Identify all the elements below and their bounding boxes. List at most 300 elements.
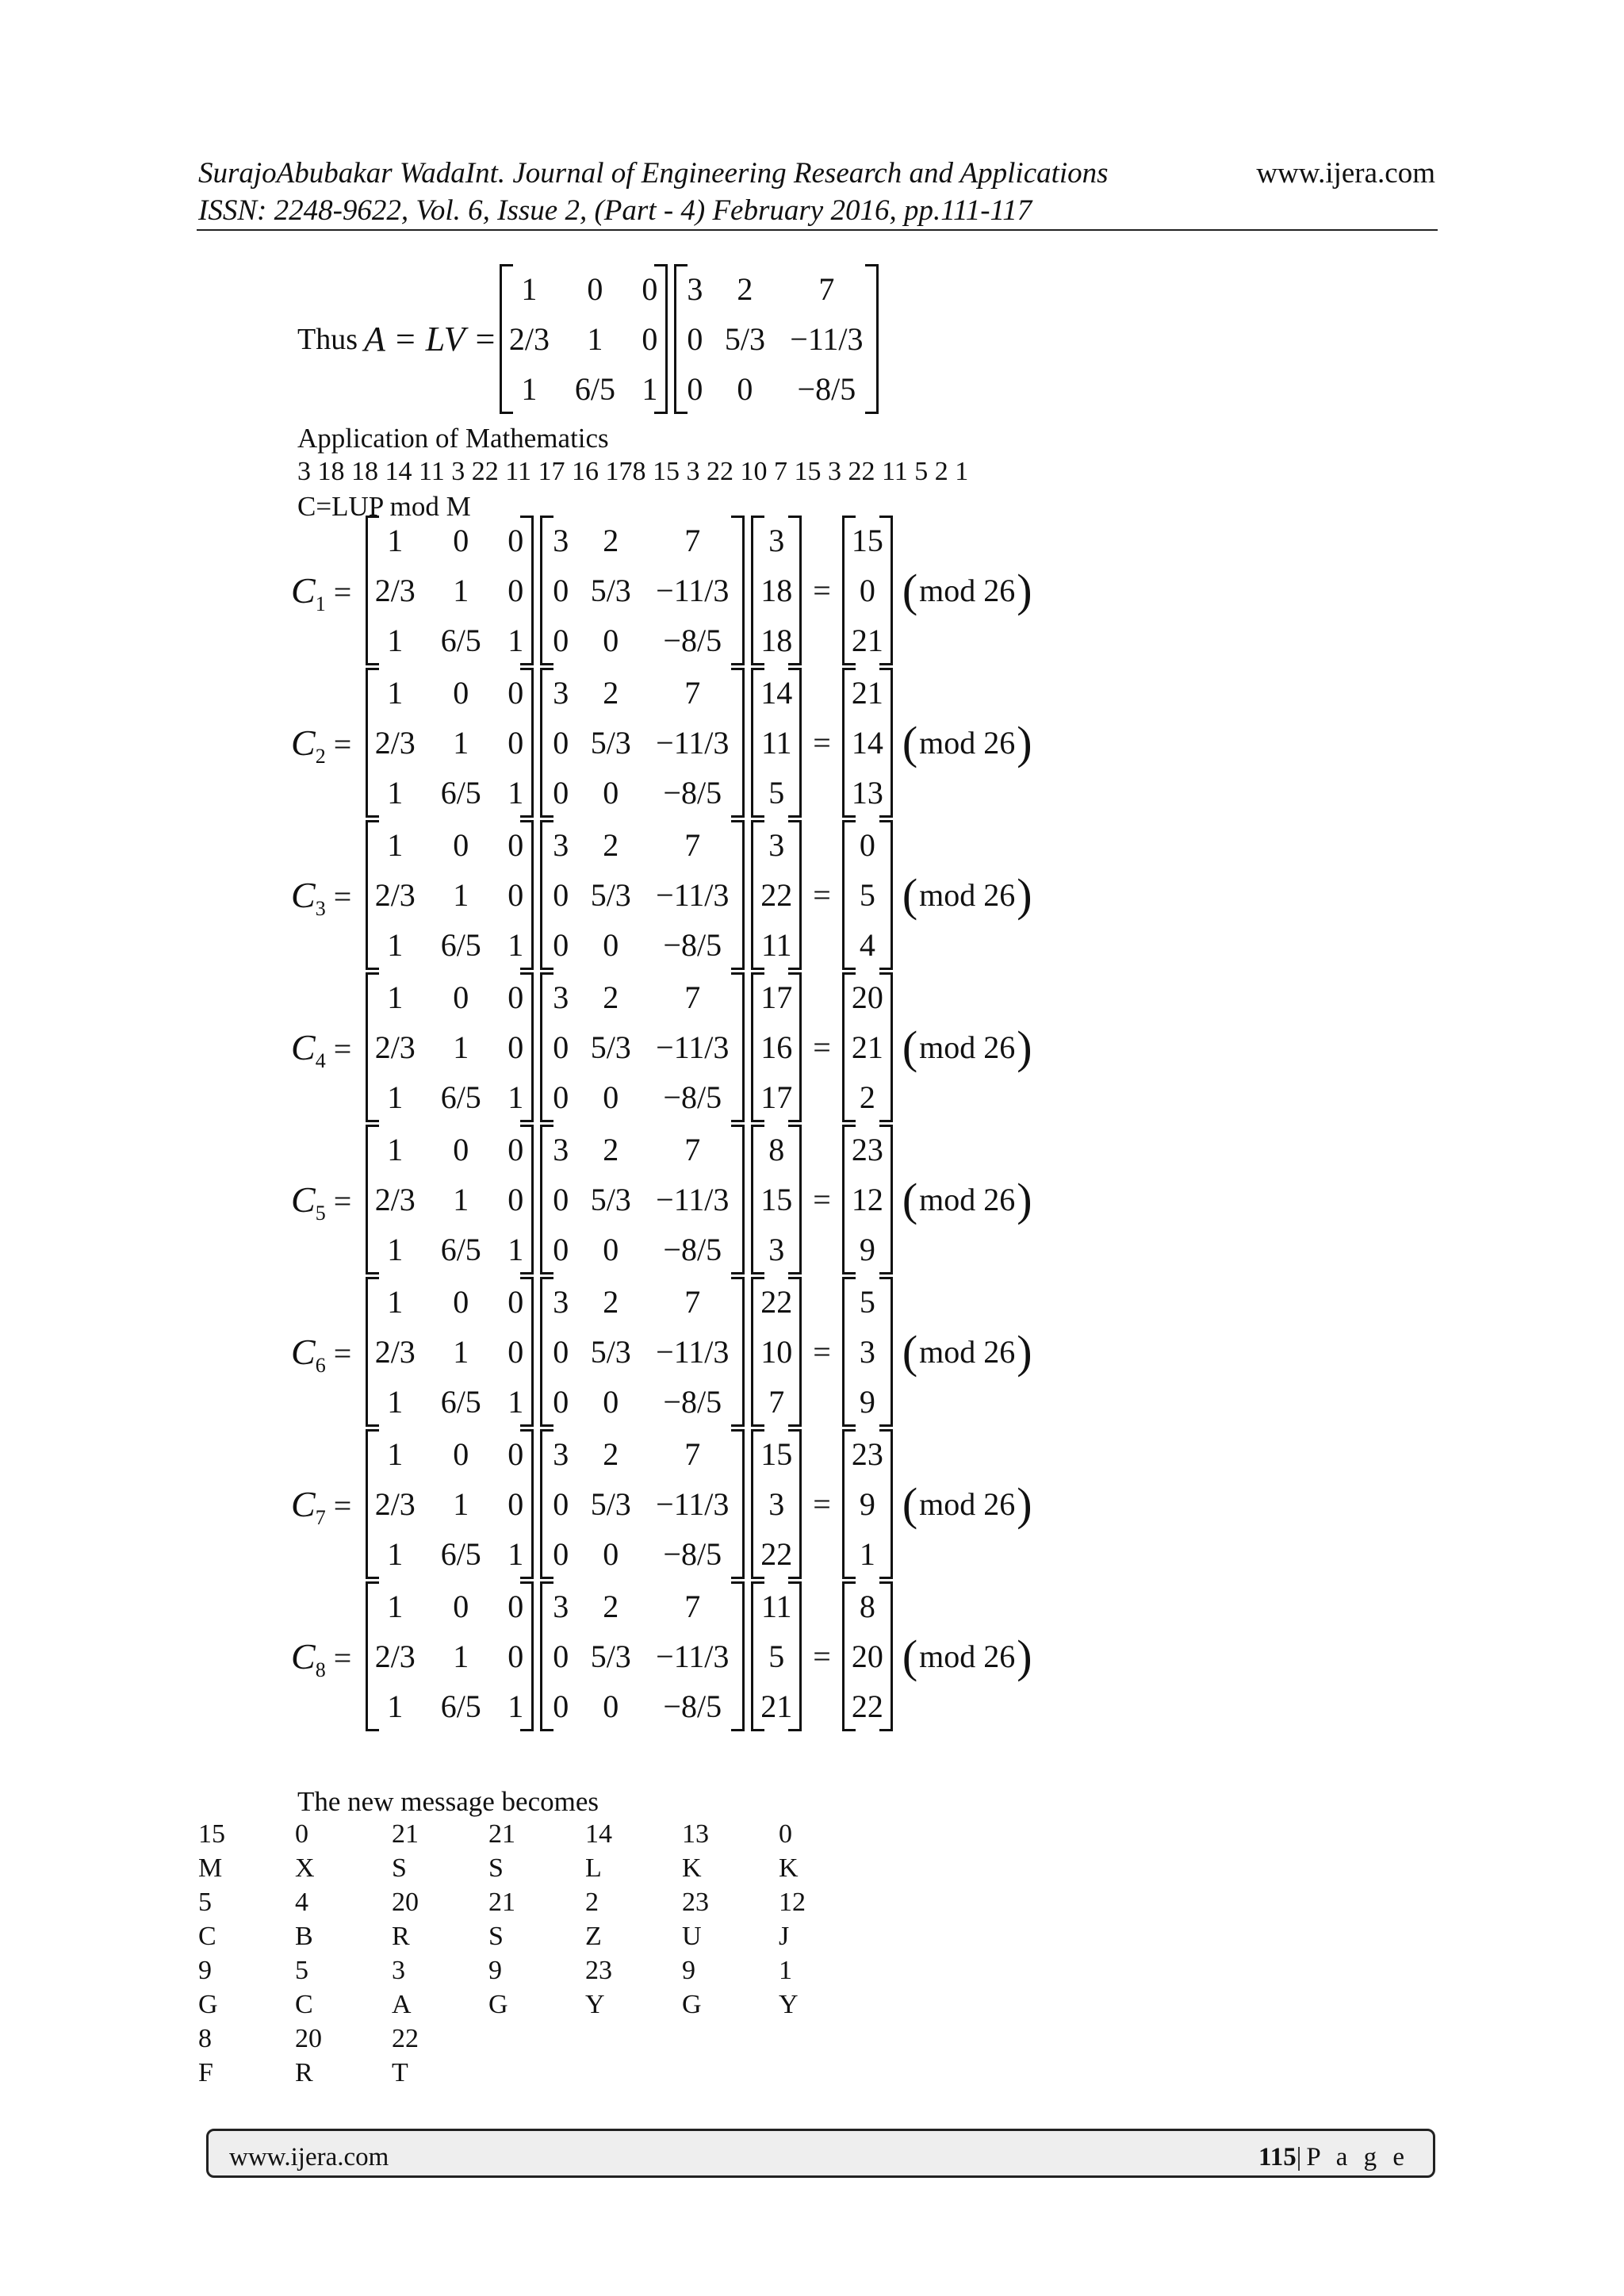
cipher-vector [842, 972, 893, 1122]
table-cell: 8 [198, 2024, 212, 2053]
cipher-symbol: C [291, 569, 316, 611]
matrix-cell: 0 [553, 1231, 569, 1267]
table-cell: Z [585, 1922, 602, 1951]
matrix-cell: 1 [521, 270, 538, 307]
matrix-cell: 0 [453, 1283, 469, 1320]
table-row [198, 1991, 875, 2026]
matrix-cell: 23 [851, 1131, 883, 1167]
right-paren: ) [1017, 868, 1032, 921]
matrix-cell: 8 [768, 1131, 785, 1167]
right-paren: ) [1017, 564, 1032, 616]
matrix-cell: 23 [851, 1435, 883, 1472]
mod-expression [902, 564, 1032, 616]
plaintext-vector [751, 1277, 802, 1427]
mod-expression [902, 1478, 1032, 1530]
matrix-l [366, 820, 534, 970]
table-cell: C [198, 1922, 216, 1951]
right-paren: ) [1017, 1478, 1032, 1530]
matrix-cell: 7 [684, 674, 701, 711]
table-cell: J [779, 1922, 790, 1951]
matrix-cell: 0 [553, 622, 569, 658]
equation-lhs [291, 1483, 352, 1529]
matrix-cell: 0 [553, 1383, 569, 1420]
cipher-vector [842, 1581, 893, 1731]
cipher-subscript: 3 [315, 896, 326, 920]
cipher-symbol: C [291, 1179, 316, 1220]
header-url: www.ijera.com [1256, 157, 1435, 190]
matrix-cell: 0 [553, 1535, 569, 1572]
matrix-l [366, 972, 534, 1122]
matrix-cell: 5/3 [590, 724, 631, 761]
matrix-v [540, 1125, 745, 1274]
equals-sign: = [813, 876, 831, 913]
table-cell: F [198, 2058, 213, 2087]
cipher-equation [291, 1581, 1032, 1731]
table-cell: C [295, 1990, 313, 2019]
table-cell: K [779, 1853, 799, 1883]
plaintext-vector [751, 972, 802, 1122]
thus-label: Thus [297, 322, 358, 356]
matrix-cell: 2 [603, 1435, 619, 1472]
matrix-cell: 2 [603, 522, 619, 558]
matrix-cell: 6/5 [440, 1231, 481, 1267]
cipher-symbol: C [291, 1331, 316, 1372]
matrix-cell: 5/3 [590, 1333, 631, 1370]
matrix-cell: 0 [453, 1435, 469, 1472]
equals-sign: = [813, 1638, 831, 1674]
matrix-cell: 0 [508, 572, 524, 608]
matrix-cell: 0 [553, 926, 569, 963]
mod-expression [902, 1325, 1032, 1378]
equals-sign: = [333, 1487, 352, 1524]
table-row [198, 2060, 875, 2094]
matrix-cell: 1 [453, 876, 469, 913]
matrix-cell: 0 [508, 1131, 524, 1167]
cipher-symbol: C [291, 1026, 316, 1068]
matrix-cell: 7 [684, 979, 701, 1015]
matrix-cell: 2/3 [374, 1181, 416, 1217]
matrix-cell: 3 [768, 522, 785, 558]
page-word: |P a g e [1296, 2143, 1409, 2171]
matrix-cell: 12 [851, 1181, 883, 1217]
equals-sign: = [813, 572, 831, 608]
matrix-cell: 0 [508, 724, 524, 761]
equals-sign: = [333, 1182, 352, 1219]
matrix-cell: 2/3 [374, 1333, 416, 1370]
table-cell: 0 [295, 1819, 308, 1849]
left-paren: ( [902, 564, 918, 616]
matrix-cell: 3 [859, 1333, 875, 1370]
matrix-cell: 0 [453, 522, 469, 558]
matrix-cell: 11 [760, 1588, 792, 1624]
matrix-cell: 6/5 [440, 1535, 481, 1572]
equals-sign: = [333, 1639, 352, 1676]
cipher-vector [842, 516, 893, 665]
matrix-cell: 11 [760, 724, 792, 761]
matrix-cell: 7 [684, 1131, 701, 1167]
matrix-cell: 2 [603, 674, 619, 711]
equals-sign: = [813, 1485, 831, 1522]
matrix-cell: 0 [508, 1029, 524, 1065]
formula-text: C=LUP mod M [297, 491, 471, 522]
matrix-cell: 1 [508, 1688, 524, 1724]
table-cell: R [392, 1922, 410, 1951]
matrix-cell: 5/3 [590, 876, 631, 913]
message-table [198, 1821, 875, 2094]
matrix-cell: 0 [603, 1383, 619, 1420]
mod-expression [902, 1021, 1032, 1073]
matrix-cell: 0 [508, 826, 524, 863]
matrix-cell: 3 [553, 979, 569, 1015]
matrix-cell: 6/5 [440, 926, 481, 963]
matrix-cell: 1 [508, 1383, 524, 1420]
table-cell: R [295, 2058, 313, 2087]
matrix-cell: 9 [859, 1383, 875, 1420]
matrix-cell: 15 [760, 1181, 793, 1217]
matrix-cell: 0 [603, 1079, 619, 1115]
matrix-cell: 0 [453, 1131, 469, 1167]
matrix-cell: 1 [387, 774, 404, 811]
cipher-subscript: 6 [315, 1353, 326, 1377]
matrix-cell: 8 [859, 1588, 875, 1624]
table-cell: 4 [295, 1888, 308, 1917]
matrix-cell: 0 [508, 979, 524, 1015]
mod-text: mod 26 [919, 724, 1016, 761]
matrix-cell: 1 [387, 1131, 404, 1167]
matrix-cell: 5/3 [724, 320, 765, 357]
matrix-cell: 2 [603, 826, 619, 863]
matrix-cell: 0 [508, 522, 524, 558]
cipher-vector [842, 1125, 893, 1274]
cipher-vector [842, 820, 893, 970]
matrix-cell: 6/5 [440, 1383, 481, 1420]
matrix-cell: 0 [508, 1638, 524, 1674]
table-row [198, 1957, 875, 1991]
equation-lhs [291, 1635, 352, 1681]
new-message-heading: The new message becomes [297, 1786, 599, 1817]
matrix-cell: 6/5 [440, 1688, 481, 1724]
matrix-cell: 4 [859, 926, 875, 963]
matrix-cell: 1 [508, 1231, 524, 1267]
matrix-cell: 0 [508, 876, 524, 913]
plaintext-vector [751, 1581, 802, 1731]
equation-lhs [291, 1179, 352, 1225]
matrix-cell: 1 [387, 1435, 404, 1472]
plaintext-vector [751, 820, 802, 970]
cipher-vector [842, 1429, 893, 1579]
matrix-cell: 1 [453, 1029, 469, 1065]
cipher-subscript: 5 [315, 1201, 326, 1225]
matrix-cell: 3 [553, 1588, 569, 1624]
equals-sign: = [333, 878, 352, 914]
mod-expression [902, 868, 1032, 921]
equation-lhs [291, 1331, 352, 1377]
matrix-cell: 1 [587, 320, 603, 357]
matrix-cell: −8/5 [663, 1231, 722, 1267]
matrix-cell: 2 [603, 1588, 619, 1624]
matrix-cell: 0 [553, 1485, 569, 1522]
matrix-cell: 1 [508, 774, 524, 811]
cipher-symbol: C [291, 1483, 316, 1524]
matrix-cell: 7 [684, 1588, 701, 1624]
table-cell: S [488, 1922, 504, 1951]
matrix-cell: 17 [760, 1079, 793, 1115]
matrix-cell: 2/3 [374, 1638, 416, 1674]
matrix-cell: −8/5 [663, 1079, 722, 1115]
matrix-cell: 1 [387, 1231, 404, 1267]
matrix-cell: −8/5 [663, 1535, 722, 1572]
matrix-cell: 1 [453, 1638, 469, 1674]
matrix-cell: 3 [553, 1283, 569, 1320]
table-cell: 15 [198, 1819, 225, 1849]
matrix-cell: 0 [603, 1231, 619, 1267]
cipher-subscript: 2 [315, 744, 326, 768]
matrix-v [540, 972, 745, 1122]
right-paren: ) [1017, 1173, 1032, 1225]
matrix-cell: 15 [851, 522, 883, 558]
matrix-cell: 0 [453, 979, 469, 1015]
table-cell: T [392, 2058, 408, 2087]
table-row [198, 1855, 875, 1889]
matrix-cell: 0 [553, 876, 569, 913]
table-row [198, 1821, 875, 1855]
matrix-cell: 0 [687, 320, 703, 357]
matrix-cell: 1 [859, 1535, 875, 1572]
matrix-cell: 1 [453, 1181, 469, 1217]
matrix-cell: 5 [859, 876, 875, 913]
matrix-cell: 0 [453, 826, 469, 863]
table-cell: 23 [682, 1888, 709, 1917]
matrix-v [540, 1581, 745, 1731]
matrix-cell: 0 [553, 1333, 569, 1370]
matrix-cell: 1 [387, 522, 404, 558]
matrix-cell: −8/5 [663, 1383, 722, 1420]
matrix-cell: 2 [737, 270, 753, 307]
matrix-v [674, 264, 879, 414]
matrix-cell: 20 [851, 979, 883, 1015]
table-cell: 21 [488, 1888, 515, 1917]
cipher-equation [291, 516, 1032, 665]
plaintext-vector [751, 516, 802, 665]
cipher-equation [291, 820, 1032, 970]
plaintext-numbers: 3 18 18 14 11 3 22 11 17 16 178 15 3 22 10 7 15 3 22 11 5 2 1 [297, 457, 969, 486]
matrix-cell: 5/3 [590, 1029, 631, 1065]
right-paren: ) [1017, 1021, 1032, 1073]
footer-page-label [1258, 2143, 1409, 2172]
matrix-cell: 0 [737, 370, 753, 407]
matrix-cell: 21 [760, 1688, 793, 1724]
matrix-cell: 2/3 [508, 320, 550, 357]
matrix-cell: 7 [684, 522, 701, 558]
left-paren: ( [902, 1478, 918, 1530]
table-cell: 22 [392, 2024, 419, 2053]
mod-expression [902, 1173, 1032, 1225]
table-cell: 0 [779, 1819, 792, 1849]
table-cell: S [392, 1853, 407, 1883]
matrix-cell: 6/5 [440, 774, 481, 811]
matrix-cell: 0 [508, 1435, 524, 1472]
footer-url: www.ijera.com [229, 2143, 389, 2171]
matrix-v [540, 668, 745, 818]
matrix-cell: 3 [768, 1231, 785, 1267]
equals-sign: = [333, 1335, 352, 1371]
matrix-cell: 5 [768, 774, 785, 811]
matrix-cell: 18 [760, 572, 793, 608]
matrix-cell: 2/3 [374, 572, 416, 608]
matrix-cell: 1 [387, 1079, 404, 1115]
matrix-cell: 17 [760, 979, 793, 1015]
plaintext-vector [751, 668, 802, 818]
plaintext-vector [751, 1125, 802, 1274]
table-row [198, 2026, 875, 2060]
matrix-l [366, 1277, 534, 1427]
matrix-cell: 22 [760, 876, 793, 913]
table-cell: K [682, 1853, 702, 1883]
equation-lhs [291, 722, 352, 768]
matrix-cell: 7 [684, 1435, 701, 1472]
matrix-cell: −8/5 [663, 774, 722, 811]
matrix-cell: 0 [508, 1283, 524, 1320]
matrix-cell: 5/3 [590, 1638, 631, 1674]
matrix-cell: 9 [859, 1485, 875, 1522]
mod-text: mod 26 [919, 572, 1016, 608]
equals-sign: = [813, 724, 831, 761]
matrix-cell: 1 [453, 1485, 469, 1522]
matrix-cell: −11/3 [656, 572, 730, 608]
matrix-cell: 5/3 [590, 1485, 631, 1522]
left-paren: ( [902, 716, 918, 769]
matrix-cell: 16 [760, 1029, 793, 1065]
left-paren: ( [902, 1325, 918, 1378]
mod-text: mod 26 [919, 1333, 1016, 1370]
matrix-v [540, 516, 745, 665]
matrix-cell: −8/5 [663, 622, 722, 658]
equation-lhs [291, 569, 352, 615]
matrix-cell: 2 [859, 1079, 875, 1115]
footer-bar [206, 2129, 1435, 2178]
matrix-cell: 1 [453, 1333, 469, 1370]
table-cell: 13 [682, 1819, 709, 1849]
matrix-cell: 1 [508, 1079, 524, 1115]
matrix-cell: 0 [603, 926, 619, 963]
matrix-cell: 0 [603, 622, 619, 658]
matrix-cell: 7 [684, 1283, 701, 1320]
matrix-cell: 0 [642, 320, 658, 357]
cipher-equation [291, 668, 1032, 818]
matrix-l [366, 1581, 534, 1731]
cipher-symbol: C [291, 874, 316, 915]
table-cell: G [198, 1990, 218, 2019]
matrix-cell: 0 [553, 1181, 569, 1217]
matrix-cell: 1 [642, 370, 658, 407]
left-paren: ( [902, 1021, 918, 1073]
matrix-cell: 0 [587, 270, 603, 307]
matrix-cell: 0 [553, 1029, 569, 1065]
matrix-l [366, 1429, 534, 1579]
matrix-cell: 1 [508, 926, 524, 963]
matrix-cell: 22 [851, 1688, 883, 1724]
matrix-cell: 0 [453, 1588, 469, 1624]
matrix-cell: 11 [760, 926, 792, 963]
table-cell: A [392, 1990, 412, 2019]
matrix-cell: −11/3 [656, 1333, 730, 1370]
cipher-equation [291, 1429, 1032, 1579]
header-journal-line: SurajoAbubakar WadaInt. Journal of Engineering Research and Applications [198, 157, 1109, 190]
matrix-cell: 14 [851, 724, 883, 761]
table-cell: 20 [295, 2024, 322, 2053]
matrix-l [366, 668, 534, 818]
matrix-cell: 21 [851, 674, 883, 711]
cipher-equation [291, 1125, 1032, 1274]
matrix-cell: 0 [453, 674, 469, 711]
matrix-l [366, 1125, 534, 1274]
cipher-subscript: 1 [315, 592, 326, 615]
cipher-subscript: 4 [315, 1048, 326, 1072]
matrix-cell: 0 [859, 572, 875, 608]
matrix-cell: −11/3 [656, 876, 730, 913]
matrix-cell: 3 [768, 1485, 785, 1522]
matrix-cell: 0 [553, 1079, 569, 1115]
table-cell: M [198, 1853, 223, 1883]
matrix-cell: 21 [851, 622, 883, 658]
matrix-cell: 3 [553, 522, 569, 558]
table-cell: 9 [198, 1956, 212, 1985]
matrix-cell: 0 [508, 1588, 524, 1624]
matrix-cell: 0 [603, 774, 619, 811]
matrix-cell: −11/3 [656, 1029, 730, 1065]
matrix-cell: 0 [508, 674, 524, 711]
table-cell: 21 [488, 1819, 515, 1849]
table-cell: X [295, 1853, 315, 1883]
matrix-cell: 3 [553, 674, 569, 711]
matrix-cell: 1 [387, 1535, 404, 1572]
matrix-cell: 0 [508, 1333, 524, 1370]
matrix-cell: −8/5 [663, 1688, 722, 1724]
matrix-cell: 2/3 [374, 876, 416, 913]
matrix-cell: −11/3 [656, 1181, 730, 1217]
matrix-cell: −8/5 [797, 370, 856, 407]
table-cell: 20 [392, 1888, 419, 1917]
table-cell: 5 [198, 1888, 212, 1917]
matrix-cell: 1 [387, 1383, 404, 1420]
matrix-v [540, 1429, 745, 1579]
matrix-v [540, 820, 745, 970]
table-cell: U [682, 1922, 702, 1951]
matrix-cell: 0 [687, 370, 703, 407]
matrix-cell: 5/3 [590, 1181, 631, 1217]
application-heading: Application of Mathematics [297, 423, 609, 454]
matrix-cell: 2/3 [374, 724, 416, 761]
right-paren: ) [1017, 1630, 1032, 1682]
matrix-cell: 2 [603, 1283, 619, 1320]
matrix-cell: 21 [851, 1029, 883, 1065]
equals-sign: = [813, 1333, 831, 1370]
matrix-cell: 1 [453, 724, 469, 761]
equation-lhs [291, 874, 352, 920]
matrix-cell: 1 [387, 926, 404, 963]
matrix-cell: 14 [760, 674, 793, 711]
cipher-subscript: 7 [315, 1505, 326, 1529]
matrix-cell: 0 [508, 1485, 524, 1522]
cipher-subscript: 8 [315, 1658, 326, 1681]
matrix-cell: −11/3 [656, 724, 730, 761]
equals-sign: = [813, 1029, 831, 1065]
matrix-l [500, 264, 668, 414]
table-cell: Y [585, 1990, 605, 2019]
matrix-cell: 0 [553, 1638, 569, 1674]
left-paren: ( [902, 1630, 918, 1682]
table-cell: L [585, 1853, 602, 1883]
